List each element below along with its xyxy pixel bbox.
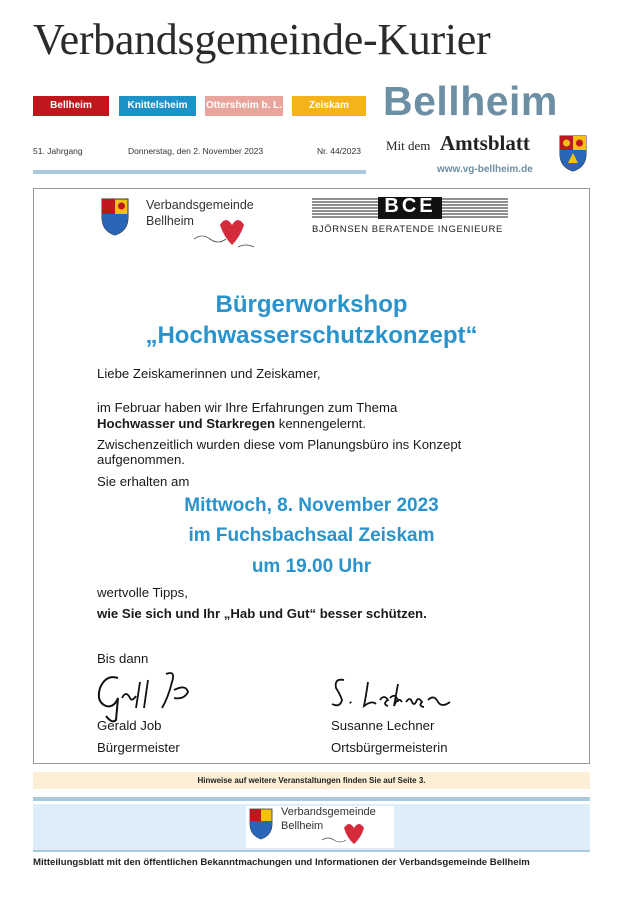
tag-bellheim: Bellheim	[33, 96, 109, 116]
newspaper-title: Verbandsgemeinde-Kurier	[33, 15, 491, 64]
header-rule	[33, 170, 366, 174]
tag-zeiskam: Zeiskam	[292, 96, 366, 116]
footer-rule-top	[33, 797, 590, 801]
signer-1-role: Bürgermeister	[97, 740, 180, 755]
footer-logo-line1: Verbandsgemeinde	[281, 806, 376, 818]
tag-knittelsheim: Knittelsheim	[119, 96, 196, 116]
signer-1-name: Gerald Job	[97, 718, 162, 733]
footer-text: Mitteilungsblatt mit den öffentlichen Bekanntmachungen und Informationen der Verbandsgemeinde Bellheim	[33, 857, 530, 868]
website-link[interactable]: www.vg-bellheim.de	[437, 164, 533, 175]
footer-rule-bottom	[33, 850, 590, 852]
amtsblatt-prefix: Mit dem	[386, 138, 431, 153]
event-heading: Bürgerworkshop	[215, 291, 408, 318]
town-name: Bellheim	[383, 78, 558, 124]
volume: 51. Jahrgang	[33, 146, 83, 156]
paragraph-1-rest: kennengelernt.	[275, 416, 367, 431]
event-place: im Fuchsbachsaal Zeiskam	[188, 525, 435, 546]
closing: Bis dann	[97, 651, 149, 666]
tag-ottersheim: Ottersheim b. L.	[205, 96, 283, 116]
event-subheading: „Hochwasserschutzkonzept“	[145, 322, 478, 349]
paragraph-2-line-1: Zwischenzeitlich wurden diese vom Planungsbüro ins Konzept	[97, 437, 462, 452]
salutation: Liebe Zeiskamerinnen und Zeiskamer,	[97, 366, 321, 381]
paragraph-5: wie Sie sich und Ihr „Hab und Gut“ besser schützen.	[97, 606, 427, 621]
topic-highlight: Hochwasser und Starkregen	[97, 416, 276, 431]
paragraph-1-line-1: im Februar haben wir Ihre Erfahrungen zum Thema	[97, 400, 398, 415]
paragraph-3: Sie erhalten am	[97, 474, 190, 489]
event-date: Mittwoch, 8. November 2023	[184, 495, 439, 516]
signer-2-role: Ortsbürgermeisterin	[331, 740, 448, 755]
signer-2-name: Susanne Lechner	[331, 718, 435, 733]
footer-logo-line2: Bellheim	[281, 820, 324, 832]
bce-name: BJÖRNSEN BERATENDE INGENIEURE	[312, 224, 503, 235]
paragraph-4: wertvolle Tipps,	[97, 585, 188, 600]
event-time: um 19.00 Uhr	[251, 556, 372, 577]
events-note: Hinweise auf weitere Veranstaltungen finden Sie auf Seite 3.	[33, 772, 590, 789]
paragraph-1-line-2	[97, 416, 366, 431]
amtsblatt-label: Amtsblatt	[440, 131, 530, 155]
issue-number: Nr. 44/2023	[317, 146, 361, 156]
issue-date: Donnerstag, den 2. November 2023	[128, 146, 264, 156]
bce-mark: BCE	[384, 195, 436, 217]
coat-of-arms-icon	[558, 134, 588, 172]
vg-logo-line1: Verbandsgemeinde	[146, 198, 254, 212]
signature-gerald-job	[92, 668, 204, 724]
signature-susanne-lechner	[328, 674, 468, 714]
vg-logo-line2: Bellheim	[146, 214, 194, 228]
paragraph-2-line-2: aufgenommen.	[97, 452, 185, 467]
